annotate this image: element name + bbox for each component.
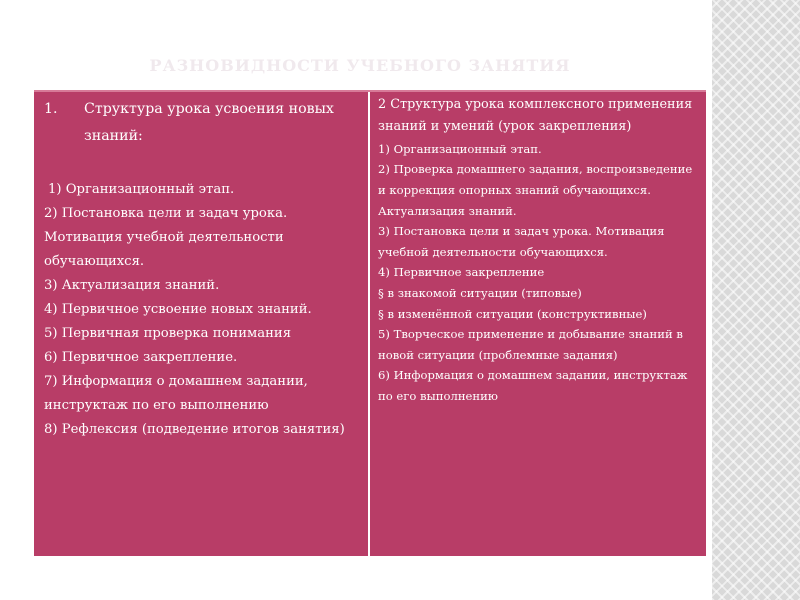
right-item: 4) Первичное закрепление [378, 265, 545, 280]
left-item: 5) Первичная проверка понимания [44, 326, 292, 341]
left-item: 1) Организационный этап. [48, 182, 235, 197]
left-item: 8) Рефлексия (подведение итогов занятия) [44, 422, 345, 437]
left-column [34, 92, 368, 556]
right-item: § в знакомой ситуации (типовые) [378, 285, 582, 300]
right-item: 2) Проверка домашнего задания, воспроизведение и коррекция опорных знаний обучающихся. Актуализация знаний. [378, 162, 693, 218]
left-item: 4) Первичное усвоение новых знаний. [44, 302, 312, 317]
spacer [44, 150, 362, 178]
right-item: 5) Творческое применение и добывание знаний в новой ситуации (проблемные задания) [378, 327, 683, 362]
left-item: 2) Постановка цели и задач урока. Мотивация учебной деятельности обучающихся. [44, 206, 288, 269]
left-heading-number: 1. [44, 101, 58, 117]
right-item: 3) Постановка цели и задач урока. Мотивация учебной деятельности обучающихся. [378, 224, 665, 259]
left-item: 3) Актуализация знаний. [44, 278, 220, 293]
right-heading: 2 Структура урока комплексного применения знаний и умений (урок закрепления) [378, 97, 693, 135]
left-heading [44, 96, 362, 150]
left-item: 7) Информация о домашнем задании, инструктаж по его выполнению [44, 374, 308, 413]
comparison-table [34, 90, 706, 556]
left-item: 6) Первичное закрепление. [44, 350, 238, 365]
decorative-stripe [712, 0, 800, 600]
right-item: § в изменённой ситуации (конструктивные) [378, 306, 647, 321]
right-column [370, 92, 706, 556]
slide-title: РАЗНОВИДНОСТИ УЧЕБНОГО ЗАНЯТИЯ [149, 56, 571, 75]
right-item: 1) Организационный этап. [378, 141, 542, 156]
right-item: 6) Информация о домашнем задании, инструктаж по его выполнению [378, 368, 688, 403]
left-heading-text: Структура урока усвоения новых знаний: [84, 101, 334, 144]
